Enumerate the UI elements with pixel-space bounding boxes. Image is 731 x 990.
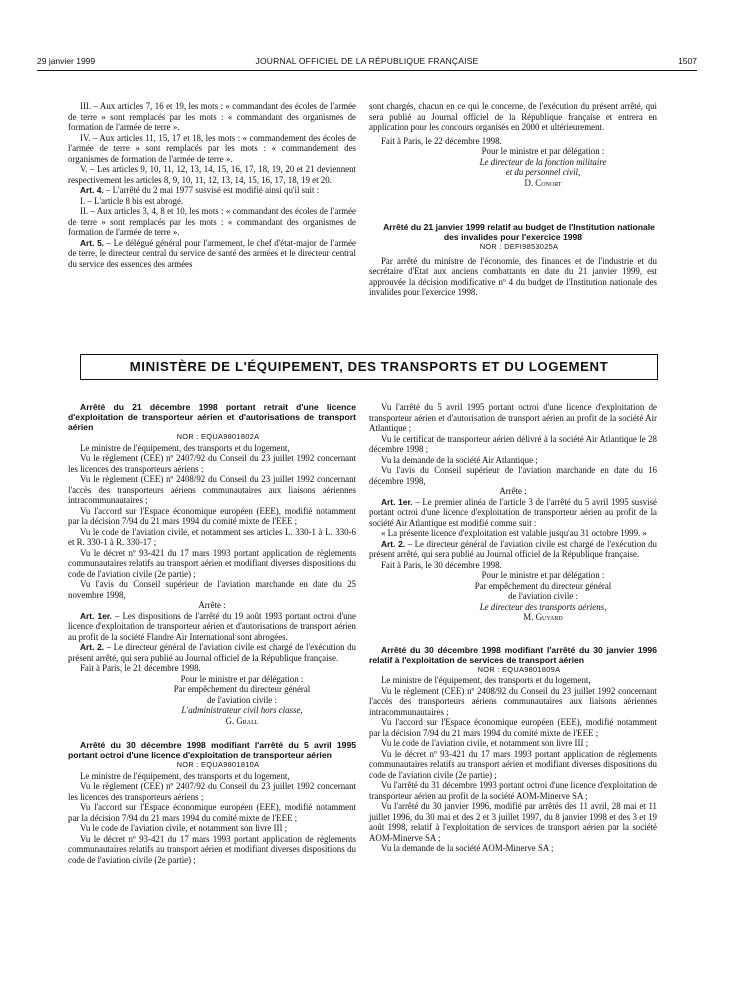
nor-reference: NOR : EQUA9801802A [176,432,260,441]
signature-line: de l'aviation civile : [508,591,578,601]
arrete-heading: Arrête : [499,486,527,496]
signature-line: Le directeur de la fonction militaire [479,156,607,167]
paragraph: Vu l'accord sur l'Espace économique européen (EEE), modifié notamment par la décision 7/94 du 21 mars 1994 du comité mixte de l'EEE ; [68,505,356,526]
signature-line: Pour le ministre et par délégation : [180,673,304,684]
paragraph: Vu le règlement (CEE) nº 2408/92 du Conseil du 23 juillet 1992 concernant l'accès des transporteurs aériens communautaires aux liaisons aériennes intracommunautaires ; [369,685,657,717]
signature-line: de l'aviation civile : [207,694,277,705]
paragraph: Vu l'accord sur l'Espace économique européen (EEE), modifié notamment par la décision 7/94 du 21 mars 1994 du comité mixte de l'EEE ; [369,717,657,738]
signature-line: Pour le ministre et par délégation : [481,146,605,156]
paragraph: Vu l'arrêté du 31 décembre 1993 portant octroi d'une licence d'exploitation de transporteur aérien au profit de la société AOM-Minerve SA ; [369,780,657,801]
paragraph: Vu le règlement (CEE) nº 2407/92 du Conseil du 23 juillet 1992 concernant les licences des transporteurs aériens ; [68,453,356,474]
paragraph: Le ministre de l'équipement, des transports et du logement, [381,675,591,685]
paragraph: Vu le code de l'aviation civile, et notamment son livre III ; [80,823,288,833]
paragraph: Vu l'avis du Conseil supérieur de l'aviation marchande en date du 16 décembre 1998, [369,465,657,486]
top-right-column [369,101,657,298]
header-journal-title: JOURNAL OFFICIEL DE LA RÉPUBLIQUE FRANÇAISE [255,56,479,66]
nor-reference: NOR : EQUA9801810A [176,760,260,769]
signature-name: M. Guyard [523,612,563,622]
article-2 [369,539,657,560]
article-label: Art. 5. [80,237,105,248]
paragraph: Vu le code de l'aviation civile, et notamment son livre III ; [381,738,589,748]
ministry-name: MINISTÈRE DE L'ÉQUIPEMENT, DES TRANSPORTS ET DU LOGEMENT [129,359,609,374]
header-page-number: 1507 [678,56,697,66]
nor-reference: NOR : EQUA9801809A [477,664,561,674]
paragraph: Le ministre de l'équipement, des transports et du logement, [80,442,290,453]
quoted-amendment: « La présente licence d'exploitation est valable jusqu'au 31 octobre 1999. » [381,528,647,538]
done-at: Fait à Paris, le 30 décembre 1998. [381,559,502,570]
article-text: – Le directeur général de l'aviation civile est chargé de l'exécution du présent arrêté, qui sera publié au Journal officiel de la République française. [369,538,657,559]
article-5 [68,238,356,270]
article-text: – Les dispositions de l'arrêté du 19 août 1993 portant octroi d'une licence d'exploitation de transporteur aérien et d'autorisations de transport aérien au profit de la société Flandre Air International sont abrogées. [68,610,356,642]
nor-reference: NOR : DEFI9853025A [479,242,559,251]
paragraph: Vu la demande de la société AOM-Minerve SA ; [381,843,554,853]
paragraph: Vu l'avis du Conseil supérieur de l'aviation marchande en date du 25 novembre 1998, [68,579,356,600]
article-text: – Le directeur général de l'aviation civile est chargé de l'exécution du présent arrêté, qui sera publié au Journal officiel de la République française. [68,642,356,663]
paragraph: Vu le décret nº 93-421 du 17 mars 1993 portant application de règlements communautaires relatifs au transport aérien et modifiant diverses dispositions du code de l'aviation civile (2e partie) ; [369,748,657,780]
paragraph: Par arrêté du ministre de l'économie, des finances et de l'industrie et du secrétaire d'Etat aux anciens combattants en date du 21 janvier 1999, est approuvée la décision modificative nº 4 du budget de l'Institution nationale des invalides pour l'exercice 1998. [369,255,657,297]
decree-title: Arrêté du 21 décembre 1998 portant retrait d'une licence d'exploitation de transporteur aérien et d'autorisations de transport aérien [68,402,356,432]
arrete-heading: Arrête : [198,600,226,610]
article-label: Art. 1er. [80,610,112,621]
paragraph: I. – L'article 8 bis est abrogé. [80,195,184,206]
paragraph: Vu le décret nº 93-421 du 17 mars 1993 portant application de règlements communautaires relatifs au transport aérien et modifiant diverses dispositions du code de l'aviation civile (2e partie) ; [68,547,356,579]
signature-block [429,570,657,623]
signature-line: Par empêchement du directeur général [474,580,612,591]
signature-block [429,146,657,188]
paragraph: Vu l'arrêté du 30 janvier 1996, modifié par arrêtés des 11 avril, 28 mai et 11 juillet 1996, du 30 mai et des 2 et 3 juillet 1997, du 8 janvier 1998 et des 3 et 19 août 1998, relatif à l'exploitation de services de transport aérien par la société AOM-Minerve SA ; [369,801,657,843]
signature-line: Pour le ministre et par délégation : [481,570,605,580]
signature-line: Le directeur des transports aériens, [479,601,607,612]
paragraph: V. – Les articles 9, 10, 11, 12, 13, 14, 15, 16, 17, 18, 19, 20 et 21 deviennent respectivement les articles 8, 9, 10, 11, 12, 13, 14, 15, 16, 17, 18, 19 et 20. [68,164,356,185]
paragraph: Le ministre de l'équipement, des transports et du logement, [80,770,290,781]
article-1 [68,611,356,643]
article-label: Art. 2. [80,642,105,652]
bottom-left-column [68,402,356,865]
signature-line: L'administrateur civil hors classe, [181,705,303,715]
paragraph: Vu l'arrêté du 5 avril 1995 portant octroi d'une licence d'exploitation de transporteur aérien et d'autorisation de transport aérien au profit de la société Air Atlantique ; [369,402,657,433]
ministry-banner [80,354,658,380]
article-text: – Le délégué général pour l'armement, le chef d'état-major de l'armée de terre, le directeur central du service de santé des armées et le directeur central du service des essences des armées [68,237,356,269]
signature-name: G. Grall [225,715,259,726]
paragraph: III. – Aux articles 7, 16 et 19, les mots : « commandant des écoles de l'armée de terre » sont remplacés par les mots : « commandant des organismes de formation de l'armée de terre ». [68,101,356,132]
article-label: Art. 4. [80,185,104,195]
article-label: Art. 2. [381,538,406,549]
paragraph: Vu le règlement (CEE) nº 2408/92 du Conseil du 23 juillet 1992 concernant l'accès des transporteurs aériens communautaires aux liaisons aériennes intracommunautaires ; [68,474,356,505]
paragraph: Vu l'accord sur l'Espace économique européen (EEE), modifié notamment par la décision 7/94 du 21 mars 1994 du comité mixte de l'EEE ; [68,802,356,823]
article-label: Art. 1er. [381,496,413,507]
decree-title: Arrêté du 30 décembre 1998 modifiant l'arrêté du 30 janvier 1996 relatif à l'exploitation de services de transport aérien [369,644,657,665]
decree-title: Arrêté du 21 janvier 1999 relatif au budget de l'Institution nationale des invalides pour l'exercice 1998 [383,222,655,242]
done-at: Fait à Paris, le 22 décembre 1998. [381,135,502,146]
bottom-right-column [369,402,657,854]
paragraph: Vu le décret nº 93-421 du 17 mars 1993 portant application de règlements communautaires relatifs au transport aérien et modifiant diverses dispositions du code de l'aviation civile (2e partie) ; [68,833,356,865]
page-header [37,56,697,68]
paragraph: Vu le certificat de transporteur aérien délivré à la société Air Atlantique le 28 décembre 1998 ; [369,433,657,454]
done-at: Fait à Paris, le 21 décembre 1998. [80,663,201,673]
signature-block [128,674,356,727]
article-text: – Le premier alinéa de l'article 3 de l'arrêté du 5 avril 1995 susvisé portant octroi d'une licence d'exploitation de transporteur aérien au profit de la société Air Atlantique est modifié comme suit : [369,496,657,528]
paragraph: II. – Aux articles 3, 4, 8 et 10, les mots : « commandant des écoles de l'armée de terre » sont remplacés par les mots : « commandant des organismes de formation de l'armée de terre ». [68,206,356,237]
article-text: – L'arrêté du 2 mai 1977 susvisé est modifié ainsi qu'il suit : [103,185,320,195]
signature-name: D. Conort [524,177,562,188]
paragraph: sont chargés, chacun en ce qui le concerne, de l'exécution du présent arrêté, qui sera publié au Journal officiel de la République française et entrera en application pour les concours organisés en 2000 et ultérieurement. [369,101,657,132]
header-rule [37,70,697,71]
signature-line: Par empêchement du directeur général [173,684,311,694]
article-2 [68,642,356,663]
article-1 [369,497,657,529]
top-left-column [68,101,356,269]
decree-title: Arrêté du 30 décembre 1998 modifiant l'arrêté du 5 avril 1995 portant octroi d'une licence d'exploitation de transporteur aérien [68,740,356,760]
paragraph: Vu le code de l'aviation civile, et notamment ses articles L. 330-1 à L. 330-6 et R. 330-1 à R. 330-17 ; [68,526,356,547]
paragraph: Vu la demande de la société Air Atlantique ; [381,454,538,465]
paragraph: Vu le règlement (CEE) nº 2407/92 du Conseil du 23 juillet 1992 concernant les licences des transporteurs aériens ; [68,781,356,802]
article-4 [68,185,356,196]
header-date: 29 janvier 1999 [37,56,96,66]
signature-line: et du personnel civil, [505,167,581,177]
paragraph: IV. – Aux articles 11, 15, 17 et 18, les mots : « commandement des écoles de l'armée de terre » sont remplacés par les mots : « commandement des organismes de formation de l'armée de terre ». [68,132,356,164]
